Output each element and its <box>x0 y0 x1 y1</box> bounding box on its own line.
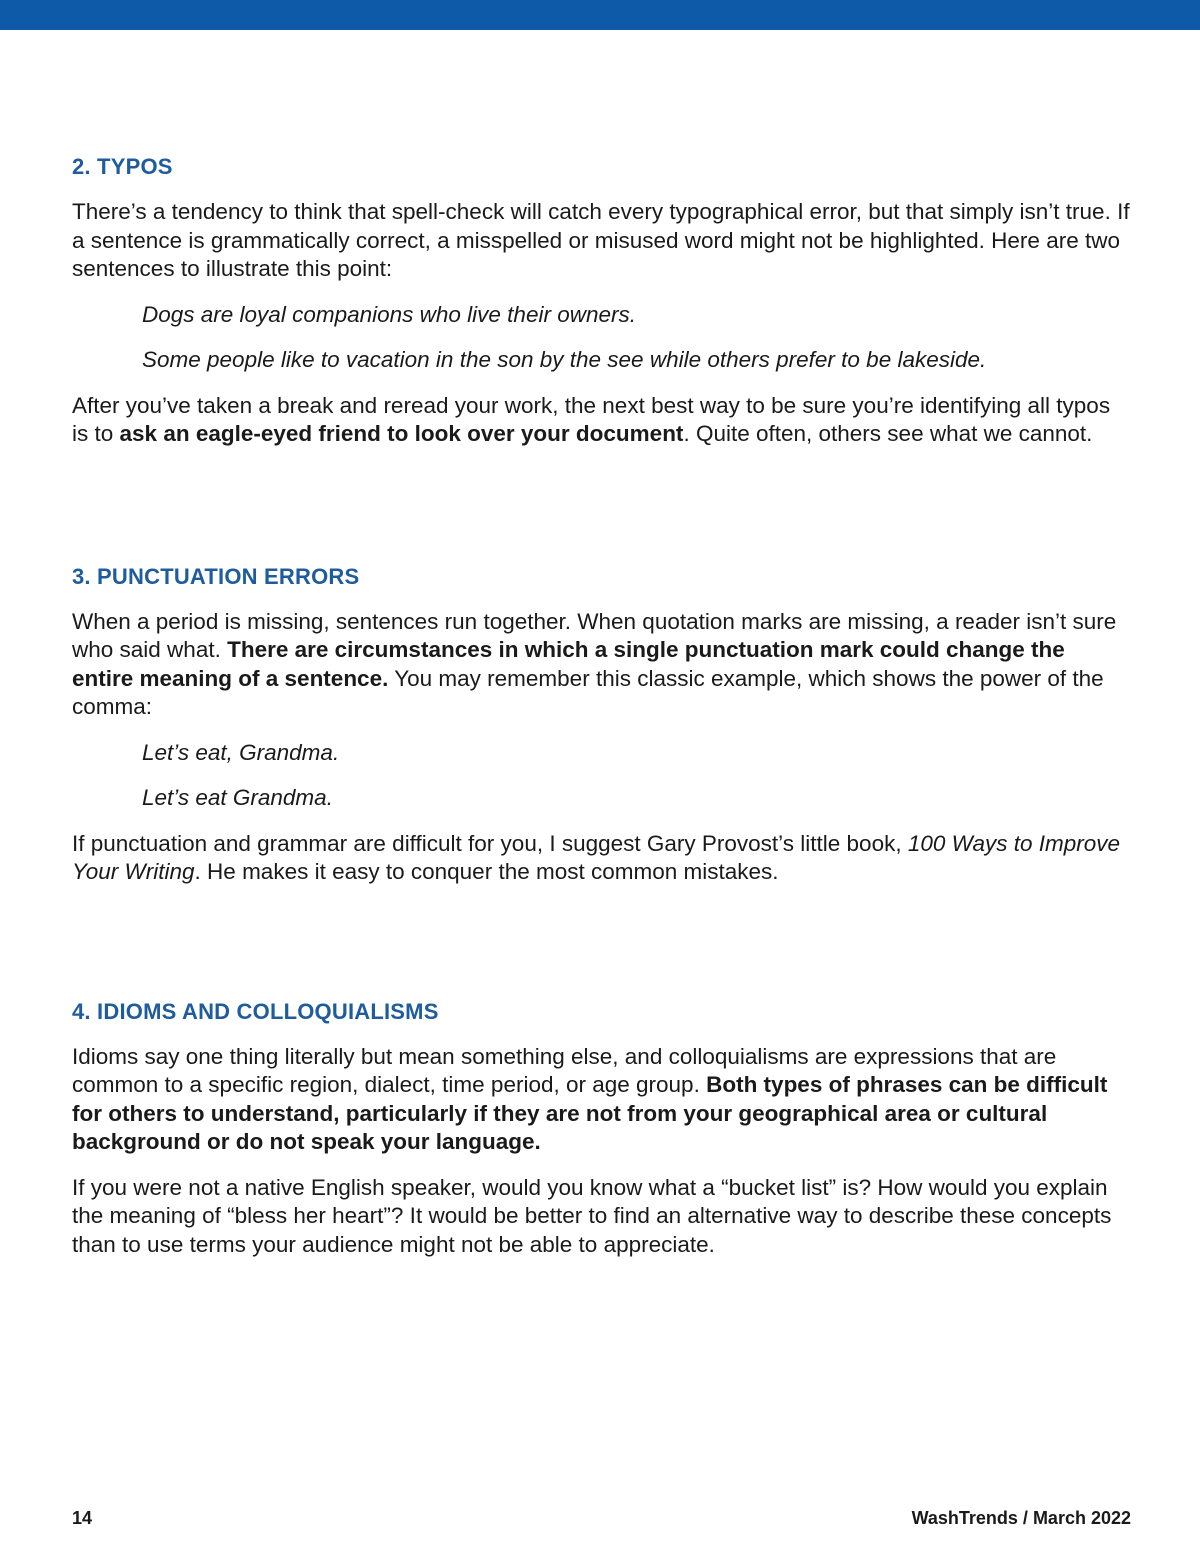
publication-footer: WashTrends / March 2022 <box>911 1508 1131 1528</box>
idioms-paragraph-1: Idioms say one thing literally but mean something else, and colloquialisms are expressions that are common to a specific region, dialect, time period, or age group. Both types of phrases can be difficult for others to understand, particularly if they are not from your geographical area or cultural background or do not speak your language. <box>72 1043 1108 1154</box>
article-body <box>72 154 1132 1276</box>
idioms-paragraph-2: If you were not a native English speaker, would you know what a “bucket list” is? How would you explain the meaning of “bless her heart”? It would be better to find an alternative way to describe these concepts than to use terms your audience might not be able to appreciate. <box>72 1174 1112 1257</box>
punctuation-emphasis: There are circumstances in which a single punctuation mark could change the entire meaning of a sentence. <box>72 637 1065 691</box>
idioms-emphasis: Both types of phrases can be difficult for others to understand, particularly if they are not from your geographical area or cultural background or do not speak your language. <box>72 1072 1108 1154</box>
section-heading-idioms: 4. IDIOMS AND COLLOQUIALISMS <box>72 998 439 1024</box>
typos-example-2: Some people like to vacation in the son by the see while others prefer to be lakeside. <box>142 347 987 372</box>
typos-paragraph-2: After you’ve taken a break and reread your work, the next best way to be sure you’re identifying all typos is to ask an eagle-eyed friend to look over your document. Quite often, others see what we cannot. <box>72 392 1111 446</box>
typos-emphasis: ask an eagle-eyed friend to look over your document <box>119 421 684 446</box>
punctuation-example-2: Let’s eat Grandma. <box>142 785 333 810</box>
top-color-bar <box>0 0 1200 30</box>
section-heading-typos: 2. TYPOS <box>72 154 173 179</box>
page-number: 14 <box>72 1508 93 1528</box>
punctuation-paragraph-1: When a period is missing, sentences run together. When quotation marks are missing, a reader isn’t sure who said what. There are circumstances in which a single punctuation mark could change the entire meaning of a sentence. You may remember this classic example, which shows the power of the comma: <box>72 608 1117 719</box>
punctuation-paragraph-2: If punctuation and grammar are difficult for you, I suggest Gary Provost’s little book, 100 Ways to Improve Your Writing. He makes it easy to conquer the most common mistakes. <box>72 830 1121 884</box>
book-title: 100 Ways to Improve Your Writing <box>72 830 1121 884</box>
typos-example-1: Dogs are loyal companions who live their owners. <box>142 301 636 327</box>
section-heading-punctuation: 3. PUNCTUATION ERRORS <box>72 563 360 589</box>
typos-paragraph-1: There’s a tendency to think that spell-check will catch every typographical error, but that simply isn’t true. If a sentence is grammatically correct, a misspelled or misused word might not be highlighted. Here are two sentences to illustrate this point: <box>72 199 1130 281</box>
punctuation-example-1: Let’s eat, Grandma. <box>142 739 340 765</box>
